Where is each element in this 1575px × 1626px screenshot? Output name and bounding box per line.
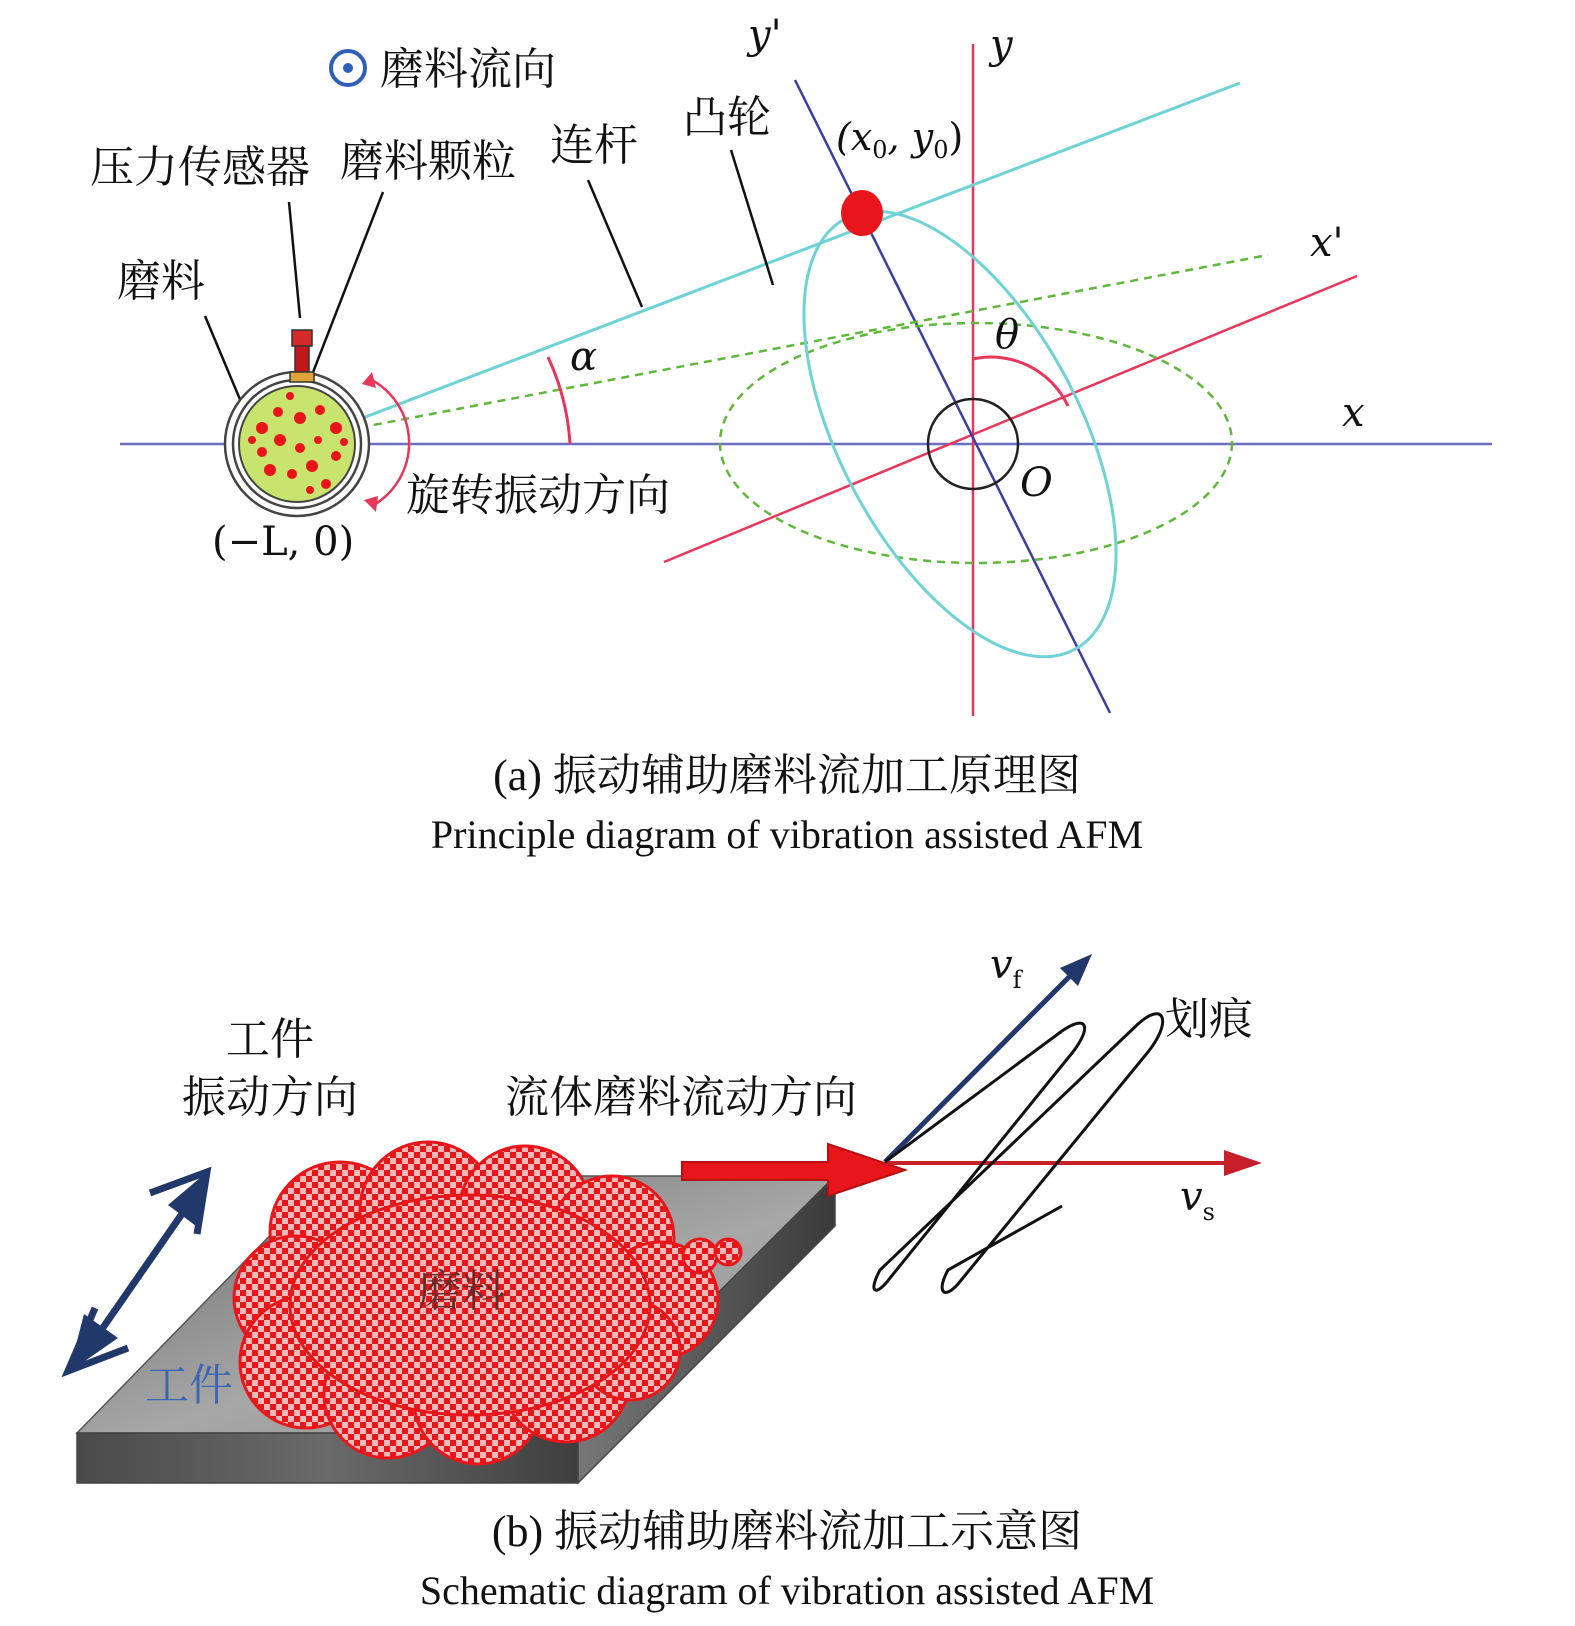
label-scratch: 划痕 [1165, 994, 1253, 1045]
caption-a-cn: (a) 振动辅助磨料流加工原理图 [493, 751, 1081, 800]
theta-arc [973, 357, 1068, 406]
label-x-prime: x' [1310, 220, 1344, 266]
panel-a [90, 12, 1492, 857]
label-y: y [990, 22, 1013, 68]
leader-rod [588, 180, 642, 307]
label-particle: 磨料颗粒 [340, 136, 516, 187]
label-theta: θ [995, 312, 1020, 358]
caption-b-cn: (b) 振动辅助磨料流加工示意图 [491, 1507, 1083, 1556]
label-rod: 连杆 [550, 120, 638, 171]
label-alpha: α [570, 334, 598, 380]
label-workpiece: 工件 [145, 1360, 233, 1411]
label-cam: 凸轮 [683, 92, 771, 143]
label-fluid-flow: 流体磨料流动方向 [505, 1072, 857, 1123]
panel-b [68, 942, 1262, 1613]
label-abrasive: 磨料 [117, 256, 205, 307]
caption-a-en: Principle diagram of vibration assisted AFM [430, 812, 1144, 857]
caption-b-en: Schematic diagram of vibration assisted AFM [419, 1568, 1155, 1613]
label-flow-dir: 磨料流向 [380, 44, 556, 95]
label-vs: $v_s$ [1180, 1174, 1215, 1226]
rod-initial [305, 255, 1268, 438]
vs-arrow [885, 1150, 1262, 1176]
label-work-vib-1: 工件 [226, 1014, 314, 1065]
label-sensor: 压力传感器 [90, 142, 310, 193]
flow-direction-icon [331, 51, 365, 85]
label-rotation: 旋转振动方向 [406, 470, 670, 521]
label-origin: O [1020, 460, 1053, 506]
leader-cam [731, 150, 773, 285]
label-work-vib-2: 振动方向 [182, 1072, 358, 1123]
scratch-trace [874, 1014, 1163, 1293]
label-x: x [1342, 390, 1365, 436]
cam-ellipse [739, 162, 1180, 706]
label-point-left: (−L, 0) [212, 519, 355, 565]
alpha-arc [548, 357, 570, 444]
vf-arrow [885, 954, 1092, 1162]
contact-point [841, 190, 883, 236]
label-y-prime: y' [748, 12, 782, 58]
label-point-x0y0: ($x_0$, $y_0$) [836, 115, 964, 164]
label-abrasive-b: 磨料 [418, 1266, 506, 1317]
leader-sensor [289, 202, 300, 318]
leader-particle [303, 192, 383, 398]
label-vf: $v_f$ [990, 942, 1022, 994]
